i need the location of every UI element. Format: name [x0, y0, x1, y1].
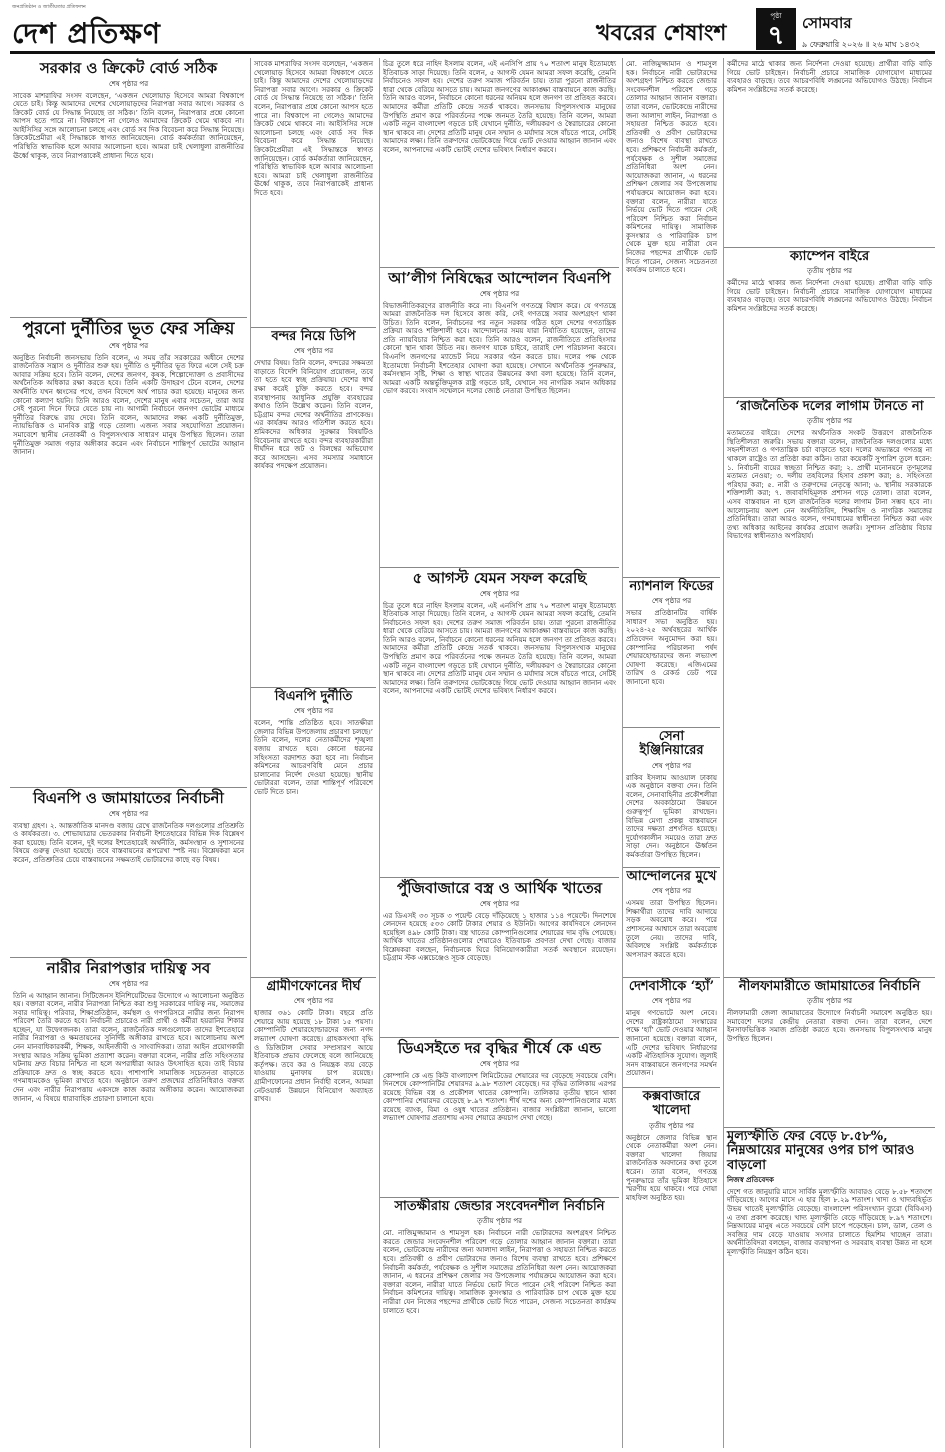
headline: সাতক্ষীরায় জেন্ডার সংবেদনশীল নির্বাচনি — [394, 1199, 605, 1214]
article — [380, 1038, 619, 1198]
headline: দেশবাসীকে ‘হ্যাঁ’ — [628, 979, 715, 994]
page-number: ৭ — [767, 21, 785, 51]
article-body: রাকিব ইসলাম আওয়াল ঢাকায় এক অনুষ্ঠানে বক্তব্য দেন। তিনি বলেন, সেনাবাহিনীর প্রকৌশলীরা দেশের অবকাঠামো উন্নয়নে গুরুত্বপূর্ণ ভূমিকা রাখছেন। বিভিন্ন মেগা প্রকল্প বাস্তবায়নে তাদের দক্ষতা প্রশংসিত হয়েছে। দুর্যোগকালীন সময়েও তারা দ্রুত সাড়া দেন। অনুষ্ঠানে ঊর্ধ্বতন কর্মকর্তারা উপস্থিত ছিলেন। — [626, 773, 717, 859]
dateline — [802, 12, 942, 52]
article — [10, 788, 247, 958]
article-body: সাবেক মাশরাফির সংসদ বলেছেন, ‘একজন খেলোয়াড় হিসেবে আমরা বিশ্বকাপে যেতে চাই। কিন্তু আমাদের দেশের খেলোয়াড়দের নিরাপত্তা সবার আগে। সরকার ও ক্রিকেট বোর্ড যে সিদ্ধান্ত নিয়েছে তা সঠিক।’ তিনি বলেন, নিরাপত্তার প্রশ্নে কোনো আপস হতে পারে না। বিশ্বকাপে না গেলেও আমাদের ক্রিকেট থেমে থাকবে না। আইসিসির সঙ্গে আলোচনা চলছে এবং বোর্ড সব দিক বিবেচনা করে সিদ্ধান্ত নিয়েছে। ক্রিকেটপ্রেমীরা এই সিদ্ধান্তকে স্বাগত জানিয়েছেন। বোর্ড কর্মকর্তারা জানিয়েছেন, পরিস্থিতি স্বাভাবিক হলে আবার আলোচনা হবে। আমরা চাই খেলাধুলা রাজনীতির ঊর্ধ্বে থাকুক, তবে নিরাপত্তাকেই প্রাধান্য দিতে হবে। — [254, 60, 373, 197]
article — [380, 878, 619, 1038]
headline: বিএনপি ও জামায়াতের নির্বাচনী — [33, 789, 224, 807]
column-2 — [250, 58, 376, 1448]
byline: তৃতীয় পৃষ্ঠার পর — [807, 417, 852, 426]
byline: শেষ পৃষ্ঠার পর — [479, 589, 520, 598]
byline: তৃতীয় পৃষ্ঠার পর — [807, 267, 852, 276]
article-body: কোম্পানি কে এন্ড কিউ বাংলাদেশ লিমিটেডের শেয়ারের দর বেড়েছে সবচেয়ে বেশি। দিনশেষে কোম্পানিটির শেয়ারদর ৯.৯৮ শতাংশ বেড়েছে। দর বৃদ্ধির তালিকায় এরপর রয়েছে বিভিন্ন বস্ত্র ও প্রকৌশল খাতের কোম্পানি। তালিকার তৃতীয় স্থানে থাকা কোম্পানির শেয়ারদর বেড়েছে ৮.৯৭ শতাংশ। শীর্ষ দশের অন্য কোম্পানিগুলোর মধ্যে রয়েছে ব্যাংক, বিমা ও ওষুধ খাতের প্রতিষ্ঠান। বাজার সংশ্লিষ্টরা জানান, ভালো লভ্যাংশ ঘোষণার প্রত্যাশায় এসব শেয়ারে ক্রয়চাপ দেখা গেছে। — [383, 1071, 616, 1123]
article-body: অনুষ্ঠানে জেলার বিভিন্ন স্থান থেকে নেতাকর্মীরা অংশ নেন। বক্তারা খালেদা জিয়ার রাজনৈতিক অবদানের কথা তুলে ধরেন। তারা বলেন, গণতন্ত্র পুনরুদ্ধারে তাঁর ভূমিকা ইতিহাসে স্মরণীয় হয়ে থাকবে। পরে দোয়া মাহফিল অনুষ্ঠিত হয়। — [626, 1133, 717, 1202]
headline: ডিএসইতে দর বৃদ্ধির শীর্ষে কে এন্ড — [397, 1039, 602, 1057]
article-body: দেখার বিষয়। তিনি বলেন, বন্দরের সক্ষমতা বাড়াতে বিদেশি বিনিয়োগ প্রয়োজন, তবে তা হতে হবে স্বচ্ছ প্রক্রিয়ায়। দেশের স্বার্থ রক্ষা করেই চুক্তি করতে হবে। বন্দর ব্যবস্থাপনায় আধুনিক প্রযুক্তি ব্যবহারের কথাও তিনি উল্লেখ করেন। তিনি বলেন, চট্টগ্রাম বন্দর দেশের অর্থনীতির প্রাণকেন্দ্র। এর কার্যক্রম আরও গতিশীল করতে হবে। শ্রমিকদের অধিকার সুরক্ষার বিষয়টিও বিবেচনায় রাখতে হবে। বন্দর ব্যবহারকারীরা দীর্ঘদিন ধরে জট ও বিলম্বের অভিযোগ করে আসছেন। এসব সমস্যার সমাধানে কার্যকর পদক্ষেপ প্রয়োজন। — [254, 359, 373, 471]
article — [724, 248, 935, 398]
article — [10, 958, 247, 1446]
article-body: চিত্র তুলে ধরে নাহিদ ইসলাম বলেন, এই এনসিপি প্রায় ৭০ শতাংশ মানুষ ইতোমধ্যে ইতিবাচক সাড়া দিয়েছে। তিনি বলেন, ৫ আগস্ট যেমন আমরা সফল করেছি, তেমনি নির্বাচনেও সফল হব। দেশের তরুণ সমাজ পরিবর্তন চায়। তারা পুরনো রাজনীতির ধারা থেকে বেরিয়ে আসতে চায়। আমরা জনগণের আকাঙ্ক্ষা বাস্তবায়নে কাজ করছি। তিনি আরও বলেন, নির্বাচনে কোনো ধরনের অনিয়ম হলে জনগণ তা প্রতিহত করবে। আমাদের কর্মীরা প্রতিটি কেন্দ্রে সতর্ক থাকবে। জনসভায় বিপুলসংখ্যক মানুষের উপস্থিতি প্রমাণ করে পরিবর্তনের পক্ষে জনমত তৈরি হয়েছে। তিনি বলেন, আমরা একটি নতুন বাংলাদেশ গড়তে চাই যেখানে দুর্নীতি, দলীয়করণ ও স্বৈরাচারের কোনো স্থান থাকবে না। দেশের প্রতিটি মানুষ যেন সম্মান ও মর্যাদার সঙ্গে বাঁচতে পারে, সেটিই আমাদের লক্ষ্য। তিনি তরুণদের ভোটকেন্দ্রে গিয়ে ভোট দেওয়ার আহ্বান জানান এবং বলেন, আপনাদের একটি ভোটই দেশের ভবিষ্যৎ নির্ধারণ করবে। — [383, 601, 616, 696]
date: ৯ ফেব্রুয়ারি ২০২৬ ॥ ২৬ মাঘ ১৪৩২ — [802, 40, 921, 49]
article — [10, 58, 247, 318]
headline: কক্সবাজারে খালেদা — [642, 1089, 701, 1119]
article-body: মো. নাজিমুজ্জামান ও শামসুল হক। নির্বাচনে নারী ভোটারদের অংশগ্রহণ নিশ্চিত করতে জেন্ডার সংবেদনশীল পরিবেশ গড়ে তোলার আহ্বান জানান বক্তারা। তারা বলেন, ভোটকেন্দ্রে নারীদের জন্য আলাদা লাইন, নিরাপত্তা ও সহায়তা নিশ্চিত করতে হবে। প্রতিবন্ধী ও প্রবীণ ভোটারদের জন্যও বিশেষ ব্যবস্থা রাখতে হবে। প্রশিক্ষণে নির্বাচনী কর্মকর্তা, পর্যবেক্ষক ও সুশীল সমাজের প্রতিনিধিরা অংশ নেন। আয়োজকরা জানান, এ ধরনের প্রশিক্ষণ জেলার সব উপজেলায় পর্যায়ক্রমে আয়োজন করা হবে। বক্তারা বলেন, নারীরা যাতে নির্ভয়ে ভোট দিতে পারেন সেই পরিবেশ নিশ্চিত করা নির্বাচন কমিশনের দায়িত্ব। সামাজিক কুসংস্কার ও পারিবারিক চাপ থেকে মুক্ত হয়ে নারীরা যেন নিজের পছন্দের প্রার্থীকে ভোট দিতে পারেন, সেজন্য সচেতনতা কার্যক্রম চালাতে হবে। — [383, 1229, 616, 1315]
headline: নীলফামারীতে জামায়াতের নির্বাচনি — [738, 979, 921, 994]
article-body: সভার প্রতিষ্ঠানটির বার্ষিক সাধারণ সভা অনুষ্ঠিত হয়। ২০২৪-২৫ অর্থবছরের আর্থিক প্রতিবেদন অনুমোদন করা হয়। কোম্পানির পরিচালনা পর্ষদ শেয়ারহোল্ডারদের জন্য লভ্যাংশ ঘোষণা করেছে। এজিএমের তারিখ ও রেকর্ড ডেট পরে জানানো হবে। — [626, 609, 717, 687]
article — [623, 1088, 720, 1448]
article — [724, 58, 935, 248]
byline: তৃতীয় পৃষ্ঠার পর — [649, 1121, 694, 1130]
headline: বিএনপি দুর্নীতি — [274, 689, 353, 704]
byline: তৃতীয় পৃষ্ঠার পর — [807, 997, 852, 1006]
column-5 — [723, 58, 935, 1448]
article — [251, 688, 376, 978]
byline: শেষ পৃষ্ঠার পর — [651, 887, 692, 896]
article — [623, 728, 720, 868]
article — [380, 568, 619, 878]
article — [623, 978, 720, 1088]
article — [724, 978, 935, 1128]
byline: শেষ পৃষ্ঠার পর — [651, 997, 692, 1006]
article-body: অনুষ্ঠিত নির্বাচনী জনসভায় তিনি বলেন, এ সময় তাঁর সরকারের অধীনে দেশের রাজনৈতিক সন্ত্রাস ও দুর্নীতির শুরু হয়। দুর্নীতি ও দুর্নীতির ভূত ফিরে এলে সেই চক্র আবার সক্রিয় হবে। তিনি বলেন, দেশের জনগণ, কৃষক, শিল্পোদ্যোক্তা ও প্রবাসীদের অর্থনৈতিক অধিকার রক্ষা করতে হবে। তিনি একটি উদাহরণ টেনে বলেন, দেশের অর্থনীতি যখন ধ্বংসের পথে, তখন বিদেশে অর্থ পাচার করা হয়েছে। মানুষের জন্য কোনো কল্যাণ হয়নি। তিনি আরও বলেন, দেশের মানুষ এবার সচেতন, তারা আর সেই পুরনো দিনে ফিরে যেতে চায় না। আগামী নির্বাচনে জনগণ ভোটের মাধ্যমে দুর্নীতির বিরুদ্ধে রায় দেবে। তিনি বলেন, আমাদের লক্ষ্য একটি দুর্নীতিমুক্ত, ন্যায়ভিত্তিক ও মানবিক রাষ্ট্র গড়ে তোলা। এজন্য সবার সহযোগিতা প্রয়োজন। সমাবেশে স্থানীয় নেতাকর্মী ও বিপুলসংখ্যক সাধারণ মানুষ উপস্থিত ছিলেন। তারা দুর্নীতিমুক্ত সমাজ গড়ার অঙ্গীকার করেন এবং নির্বাচনে শান্তিপূর্ণ ভোটের আহ্বান জানান। — [13, 353, 244, 457]
headline: নারীর নিরাপত্তার দায়িত্ব সব — [46, 959, 211, 977]
column-4 — [622, 58, 720, 1448]
headline: ন্যাশনাল ফিডের — [629, 579, 714, 594]
weekday: সোমবার — [802, 14, 852, 32]
article — [380, 1198, 619, 1448]
headline: ‘রাজনৈতিক দলের লাগাম টানতে না — [735, 399, 924, 414]
article-body: মানুষ গণভোটে অংশ নেবে। দেশের রাষ্ট্রকাঠামো সংস্কারের পক্ষে ‘হ্যাঁ’ ভোট দেওয়ার আহ্বান জানানো হয়েছে। বক্তারা বলেন, এটি দেশের ভবিষ্যৎ নির্ধারণের একটি ঐতিহাসিক সুযোগ। জুলাই সনদ বাস্তবায়নে জনগণের সমর্থন প্রয়োজন। — [626, 1009, 717, 1078]
article-body: নীলফামারী জেলা জামায়াতের উদ্যোগে নির্বাচনী সমাবেশ অনুষ্ঠিত হয়। সমাবেশে দলের কেন্দ্রীয় নেতারা বক্তব্য দেন। তারা বলেন, দেশে ইনসাফভিত্তিক সমাজ প্রতিষ্ঠা করতে হবে। জনসভায় বিপুলসংখ্যক মানুষ উপস্থিত ছিলেন। — [727, 1009, 932, 1044]
headline: পুরনো দুর্নীতির ভূত ফের সক্রিয় — [22, 319, 235, 339]
newspaper-logo: দেশ প্রতিক্ষণ — [12, 17, 161, 50]
article — [623, 868, 720, 978]
headline: গ্রামীণফোনের দীর্ঘ — [266, 979, 361, 994]
article — [10, 318, 247, 788]
article — [724, 1128, 935, 1446]
byline: শেষ পৃষ্ঠার পর — [651, 597, 692, 606]
article — [623, 58, 720, 578]
article-body: কর্মীদের মাঠে থাকার জন্য নির্দেশনা দেওয়া হয়েছে। প্রার্থীরা বাড়ি বাড়ি গিয়ে ভোট চাইছেন। নির্বাচনী প্রচারে সামাজিক যোগাযোগ মাধ্যমের ব্যবহারও বাড়ছে। তবে আচরণবিধি লঙ্ঘনের অভিযোগও উঠছে। নির্বাচন কমিশন সংশ্লিষ্টদের সতর্ক করেছে। — [727, 60, 932, 94]
headline: ক্যাম্পেন বাইরে — [789, 249, 870, 264]
article — [724, 398, 935, 978]
article — [251, 978, 376, 1446]
byline: শেষ পৃষ্ঠার পর — [108, 809, 149, 818]
section-title: খবরের শেষাংশ — [596, 20, 727, 46]
headline: মূল্যস্ফীতি ফের বেড়ে ৮.৫৮%, নিম্নআয়ের মানুষের ওপর চাপ আরও বাড়লো — [727, 1129, 915, 1173]
article-body: কর্মীদের মাঠে থাকার জন্য নির্দেশনা দেওয়া হয়েছে। প্রার্থীরা বাড়ি বাড়ি গিয়ে ভোট চাইছেন। নির্বাচনী প্রচারে সামাজিক যোগাযোগ মাধ্যমের ব্যবহারও বাড়ছে। তবে আচরণবিধি লঙ্ঘনের অভিযোগও উঠছে। নির্বাচন কমিশন সংশ্লিষ্টদের সতর্ক করেছে। — [727, 279, 932, 314]
byline: শেষ পৃষ্ঠার পর — [293, 707, 334, 716]
column-1 — [10, 58, 247, 1448]
byline: নিজস্ব প্রতিবেদক — [727, 1175, 774, 1184]
article-body: এর ডিএসই ৩৩ সূচক ৩ পয়েন্ট বেড়ে দাঁড়িয়েছে ১ হাজার ১১৪ পয়েন্টে। দিনশেষে লেনদেন হয়েছে ৫৩৩ কোটি টাকার শেয়ার ও ইউনিট। আগের কার্যদিবসে লেনদেন হয়েছিল ৪৯৮ কোটি টাকা। বস্ত্র খাতের কোম্পানিগুলোর শেয়ারের দাম বৃদ্ধি পেয়েছে। আর্থিক খাতের প্রতিষ্ঠানগুলোর শেয়ারেও ইতিবাচক প্রবণতা দেখা গেছে। বাজার বিশ্লেষকরা বলছেন, নির্বাচনকে ঘিরে বিনিয়োগকারীরা সতর্ক অবস্থানে রয়েছেন। চট্টগ্রাম স্টক এক্সচেঞ্জেও সূচক বেড়েছে। — [383, 911, 616, 963]
byline: শেষ পৃষ্ঠার পর — [479, 1059, 520, 1068]
article-body: হাজার ৩৬১ কোটি টাকা। বছরে প্রতি শেয়ারে আয় হয়েছে ১৮ টাকা ১৫ পয়সা। কোম্পানিটি শেয়ারহোল্ডারদের জন্য নগদ লভ্যাংশ ঘোষণা করেছে। গ্রাহকসংখ্যা বৃদ্ধি ও ডিজিটাল সেবার সম্প্রসারণ আয়ে ইতিবাচক প্রভাব ফেলেছে বলে জানিয়েছে কর্তৃপক্ষ। তবে কর ও নিয়ন্ত্রক ব্যয় বেড়ে যাওয়ায় মুনাফায় চাপ রয়েছে। গ্রামীণফোনের প্রধান নির্বাহী বলেন, আমরা নেটওয়ার্ক উন্নয়নে বিনিয়োগ অব্যাহত রাখব। — [254, 1009, 373, 1104]
headline: সেনা ইঞ্জিনিয়ারের — [639, 729, 704, 759]
byline: শেষ পৃষ্ঠার পর — [108, 979, 149, 988]
article-body: দেশে গত জানুয়ারি মাসে সার্বিক মূল্যস্ফীতি আবারও বেড়ে ৮.৫৮ শতাংশে দাঁড়িয়েছে। আগের মাসে এ হার ছিল ৮.২৯ শতাংশ। খাদ্য ও খাদ্যবহির্ভূত উভয় খাতেই মূল্যস্ফীতি বেড়েছে। বাংলাদেশ পরিসংখ্যান ব্যুরো (বিবিএস) এ তথ্য প্রকাশ করেছে। খাদ্য মূল্যস্ফীতি বেড়ে দাঁড়িয়েছে ৮.৯৭ শতাংশে। নিম্নআয়ের মানুষ এতে সবচেয়ে বেশি চাপে পড়েছেন। চাল, ডাল, তেল ও সবজির দাম বেড়ে যাওয়ায় সংসার চালাতে হিমশিম খাচ্ছেন তারা। অর্থনীতিবিদরা বলছেন, বাজার ব্যবস্থাপনা ও সরবরাহ ব্যবস্থা উন্নত না হলে মূল্যস্ফীতি নিয়ন্ত্রণ কঠিন হবে। — [727, 1187, 932, 1257]
page-label: পৃষ্ঠা — [770, 12, 782, 20]
byline: শেষ পৃষ্ঠার পর — [108, 341, 149, 350]
article-body: ব্যবস্থা গ্রহণ। ২. আন্তর্জাতিক মানদণ্ড বজায় রেখে রাজনৈতিক দলগুলোর প্রতিশ্রুতি ও কার্যকরতা। ৩. শোভাযাত্রার ভেতরকার নির্বাচনী ইশতেহারের বিভিন্ন দিক বিশ্লেষণ করা হয়েছে। তিনি বলেন, দুই দলের ইশতেহারেই অর্থনীতি, কর্মসংস্থান ও সুশাসনের বিষয়ে গুরুত্ব দেওয়া হয়েছে। তবে বাস্তবায়নের রূপরেখা স্পষ্ট নয়। বিশ্লেষকরা মনে করেন, প্রতিশ্রুতির চেয়ে বাস্তবায়নের সক্ষমতাই ভোটারদের কাছে বড় বিষয়। — [13, 821, 244, 864]
byline: শেষ পৃষ্ঠার পর — [479, 289, 520, 298]
page-number-box — [756, 8, 796, 50]
column-3 — [379, 58, 619, 1448]
headline: বন্দর নিয়ে ডিপি — [271, 329, 356, 344]
byline: তৃতীয় পৃষ্ঠার পর — [477, 1217, 522, 1226]
byline: শেষ পৃষ্ঠার পর — [108, 79, 149, 88]
article-body: বলেন, ‘শান্তি প্রতিষ্ঠিত হবে। সাতক্ষীরা জেলার বিভিন্ন উপজেলায় প্রচারণা চলছে।’ তিনি বলেন, দলের নেতাকর্মীদের শৃঙ্খলা বজায় রাখতে হবে। কোনো ধরনের সহিংসতা বরদাশত করা হবে না। নির্বাচন কমিশনের আচরণবিধি মেনে প্রচার চালানোর নির্দেশ দেওয়া হয়েছে। স্থানীয় ভোটাররা বলেন, তারা শান্তিপূর্ণ পরিবেশে ভোট দিতে চান। — [254, 719, 373, 797]
article-body: মতামতের বাইরে। দেশের অর্থনৈতিক সংকট উত্তরণে রাজনৈতিক স্থিতিশীলতা জরুরি। সভায় বক্তারা বলেন, রাজনৈতিক দলগুলোর মধ্যে সহনশীলতা ও গণতান্ত্রিক চর্চা বাড়াতে হবে। দলের অভ্যন্তরে গণতন্ত্র না থাকলে রাষ্ট্রেও তা প্রতিষ্ঠা করা কঠিন। তারা কয়েকটি সুপারিশ তুলে ধরেন: ১. নির্বাচনী ব্যয়ের স্বচ্ছতা নিশ্চিত করা; ২. প্রার্থী মনোনয়নে তৃণমূলের মতামত নেওয়া; ৩. দলীয় তহবিলের হিসাব প্রকাশ করা; ৪. সহিংসতা পরিহার করা; ৫. নারী ও তরুণদের নেতৃত্বে আনা; ৬. স্থানীয় সরকারকে শক্তিশালী করা; ৭. জবাবদিহিমূলক প্রশাসন গড়ে তোলা। তারা বলেন, এসব বাস্তবায়ন না হলে রাজনৈতিক দলের লাগাম টানা সম্ভব হবে না। আলোচনায় অংশ নেন অর্থনীতিবিদ, শিক্ষাবিদ ও নাগরিক সমাজের প্রতিনিধিরা। তারা আরও বলেন, গণমাধ্যমের স্বাধীনতা নিশ্চিত করা এবং তথ্য অধিকার আইনের কার্যকর প্রয়োগ জরুরি। সুশাসন প্রতিষ্ঠায় বিচার বিভাগের স্বাধীনতাও অপরিহার্য। — [727, 429, 932, 541]
byline: শেষ পৃষ্ঠার পর — [293, 347, 334, 356]
headline: ৫ আগস্ট যেমন সফল করেছি — [412, 569, 587, 587]
article-body: তিনি এ আহ্বান জানান। সিটিজেনস ইনিশিয়েটিভের উদ্যোগে এ আলোচনা অনুষ্ঠিত হয়। বক্তারা বলেন, নারীর নিরাপত্তা নিশ্চিত করা শুধু সরকারের দায়িত্ব নয়, সমাজের সবার দায়িত্ব। পরিবার, শিক্ষাপ্রতিষ্ঠান, কর্মস্থল ও গণপরিসরে নারীর জন্য নিরাপদ পরিবেশ তৈরি করতে হবে। নির্বাচনী প্রচারেও নারী প্রার্থী ও কর্মীরা হয়রানির শিকার হচ্ছেন, যা উদ্বেগজনক। তারা বলেন, রাজনৈতিক দলগুলোকে তাদের ইশতেহারে নারীর নিরাপত্তা ও ক্ষমতায়নের সুনির্দিষ্ট অঙ্গীকার রাখতে হবে। আলোচনায় অংশ নেন মানবাধিকারকর্মী, শিক্ষক, আইনজীবী ও সাংবাদিকরা। তারা আইন প্রয়োগকারী সংস্থার আরও সক্রিয় ভূমিকা প্রত্যাশা করেন। বক্তারা বলেন, নারীর প্রতি সহিংসতার ঘটনায় দ্রুত বিচার নিশ্চিত না হলে অপরাধীরা আরও উৎসাহিত হবে। তাই বিচার প্রক্রিয়াকে দ্রুত ও স্বচ্ছ করতে হবে। পাশাপাশি সামাজিক সচেতনতা বাড়াতে গণমাধ্যমকেও ভূমিকা রাখতে হবে। অনুষ্ঠানে তরুণ প্রজন্মের প্রতিনিধিরাও বক্তব্য দেন এবং নারীর নিরাপত্তায় একসঙ্গে কাজ করার অঙ্গীকার করেন। আয়োজকরা জানান, এ বিষয়ে ধারাবাহিক প্রচারণা চালানো হবে। — [13, 991, 244, 1103]
byline: শেষ পৃষ্ঠার পর — [479, 899, 520, 908]
article-body: এসময় তারা উপস্থিত ছিলেন। শিক্ষার্থীরা তাদের দাবি আদায়ে সড়ক অবরোধ করে। পরে প্রশাসনের আশ্বাসে তারা অবরোধ তুলে নেয়। তাদের দাবি, অবিলম্বে সংশ্লিষ্ট কর্মকর্তাকে অপসারণ করতে হবে। — [626, 899, 717, 959]
article — [623, 578, 720, 728]
article-body: চিত্র তুলে ধরে নাহিদ ইসলাম বলেন, এই এনসিপি প্রায় ৭০ শতাংশ মানুষ ইতোমধ্যে ইতিবাচক সাড়া দিয়েছে। তিনি বলেন, ৫ আগস্ট যেমন আমরা সফল করেছি, তেমনি নির্বাচনেও সফল হব। দেশের তরুণ সমাজ পরিবর্তন চায়। তারা পুরনো রাজনীতির ধারা থেকে বেরিয়ে আসতে চায়। আমরা জনগণের আকাঙ্ক্ষা বাস্তবায়নে কাজ করছি। তিনি আরও বলেন, নির্বাচনে কোনো ধরনের অনিয়ম হলে জনগণ তা প্রতিহত করবে। আমাদের কর্মীরা প্রতিটি কেন্দ্রে সতর্ক থাকবে। জনসভায় বিপুলসংখ্যক মানুষের উপস্থিতি প্রমাণ করে পরিবর্তনের পক্ষে জনমত তৈরি হয়েছে। তিনি বলেন, আমরা একটি নতুন বাংলাদেশ গড়তে চাই যেখানে দুর্নীতি, দলীয়করণ ও স্বৈরাচারের কোনো স্থান থাকবে না। দেশের প্রতিটি মানুষ যেন সম্মান ও মর্যাদার সঙ্গে বাঁচতে পারে, সেটিই আমাদের লক্ষ্য। তিনি তরুণদের ভোটকেন্দ্রে গিয়ে ভোট দেওয়ার আহ্বান জানান এবং বলেন, আপনাদের একটি ভোটই দেশের ভবিষ্যৎ নির্ধারণ করবে। — [383, 60, 616, 154]
article — [251, 58, 376, 328]
byline: শেষ পৃষ্ঠার পর — [293, 997, 334, 1006]
headline: আন্দোলনের মুখে — [626, 869, 717, 884]
article — [251, 328, 376, 688]
headline: পুঁজিবাজারে বস্ত্র ও আর্থিক খাতের — [397, 879, 602, 897]
masthead — [10, 2, 935, 54]
article — [380, 58, 619, 268]
headline: সরকার ও ক্রিকেট বোর্ড সঠিক — [39, 59, 218, 77]
article-body: মো. নাজিমুজ্জামান ও শামসুল হক। নির্বাচনে নারী ভোটারদের অংশগ্রহণ নিশ্চিত করতে জেন্ডার সংবেদনশীল পরিবেশ গড়ে তোলার আহ্বান জানান বক্তারা। তারা বলেন, ভোটকেন্দ্রে নারীদের জন্য আলাদা লাইন, নিরাপত্তা ও সহায়তা নিশ্চিত করতে হবে। প্রতিবন্ধী ও প্রবীণ ভোটারদের জন্যও বিশেষ ব্যবস্থা রাখতে হবে। প্রশিক্ষণে নির্বাচনী কর্মকর্তা, পর্যবেক্ষক ও সুশীল সমাজের প্রতিনিধিরা অংশ নেন। আয়োজকরা জানান, এ ধরনের প্রশিক্ষণ জেলার সব উপজেলায় পর্যায়ক্রমে আয়োজন করা হবে। বক্তারা বলেন, নারীরা যাতে নির্ভয়ে ভোট দিতে পারেন সেই পরিবেশ নিশ্চিত করা নির্বাচন কমিশনের দায়িত্ব। সামাজিক কুসংস্কার ও পারিবারিক চাপ থেকে মুক্ত হয়ে নারীরা যেন নিজের পছন্দের প্রার্থীকে ভোট দিতে পারেন, সেজন্য সচেতনতা কার্যক্রম চালাতে হবে। — [626, 60, 717, 275]
article-body: বিভাজনীতিকরণের রাজনীতি করে না। বিএনপি গণতন্ত্রে বিশ্বাস করে। যে গণতন্ত্রে আমরা রাজনৈতিক দল হিসেবে কাজ করি, সেই গণতন্ত্রে সবার অংশগ্রহণ থাকা উচিত। তিনি বলেন, নির্বাচনের পর নতুন সরকার গঠিত হলে দেশের গণতান্ত্রিক প্রক্রিয়া আরও শক্তিশালী হবে। আন্দোলনের সময় যারা নির্যাতিত হয়েছেন, তাদের প্রতি ন্যায়বিচার নিশ্চিত করা হবে। তিনি আরও বলেন, রাজনীতিতে প্রতিহিংসার কোনো স্থান থাকা উচিত নয়। জনগণ যাকে চাইবে, তারাই দেশ পরিচালনা করবে। বিএনপি জনগণের ম্যান্ডেট নিয়ে সরকার গঠন করতে চায়। দলের পক্ষ থেকে ইতোমধ্যে নির্বাচনী ইশতেহার ঘোষণা করা হয়েছে। সেখানে অর্থনৈতিক পুনরুদ্ধার, কর্মসংস্থান সৃষ্টি, শিক্ষা ও স্বাস্থ্য খাতের উন্নয়নের কথা বলা হয়েছে। তিনি বলেন, আমরা একটি অন্তর্ভুক্তিমূলক রাষ্ট্র গড়তে চাই, যেখানে সব নাগরিক সমান অধিকার ভোগ করবে। সংবাদ সম্মেলনে দলের জ্যেষ্ঠ নেতারা উপস্থিত ছিলেন। — [383, 301, 616, 396]
article-body: সাবেক মাশরাফির সংসদ বলেছেন, ‘একজন খেলোয়াড় হিসেবে আমরা বিশ্বকাপে যেতে চাই। কিন্তু আমাদের দেশের খেলোয়াড়দের নিরাপত্তা সবার আগে। সরকার ও ক্রিকেট বোর্ড যে সিদ্ধান্ত নিয়েছে তা সঠিক।’ তিনি বলেন, নিরাপত্তার প্রশ্নে কোনো আপস হতে পারে না। বিশ্বকাপে না গেলেও আমাদের ক্রিকেট থেমে থাকবে না। আইসিসির সঙ্গে আলোচনা চলছে এবং বোর্ড সব দিক বিবেচনা করে সিদ্ধান্ত নিয়েছে। ক্রিকেটপ্রেমীরা এই সিদ্ধান্তকে স্বাগত জানিয়েছেন। বোর্ড কর্মকর্তারা জানিয়েছেন, পরিস্থিতি স্বাভাবিক হলে আবার আলোচনা হবে। আমরা চাই খেলাধুলা রাজনীতির ঊর্ধ্বে থাকুক, তবে নিরাপত্তাকেই প্রাধান্য দিতে হবে। — [13, 91, 244, 160]
tagline: জনপ্রতিষ্ঠান ও জাতীয়তার প্রতিফলন — [12, 4, 86, 10]
article — [380, 268, 619, 568]
byline: শেষ পৃষ্ঠার পর — [651, 761, 692, 770]
headline: আ’লীগ নিষিদ্ধের আন্দোলন বিএনপি — [388, 269, 611, 287]
